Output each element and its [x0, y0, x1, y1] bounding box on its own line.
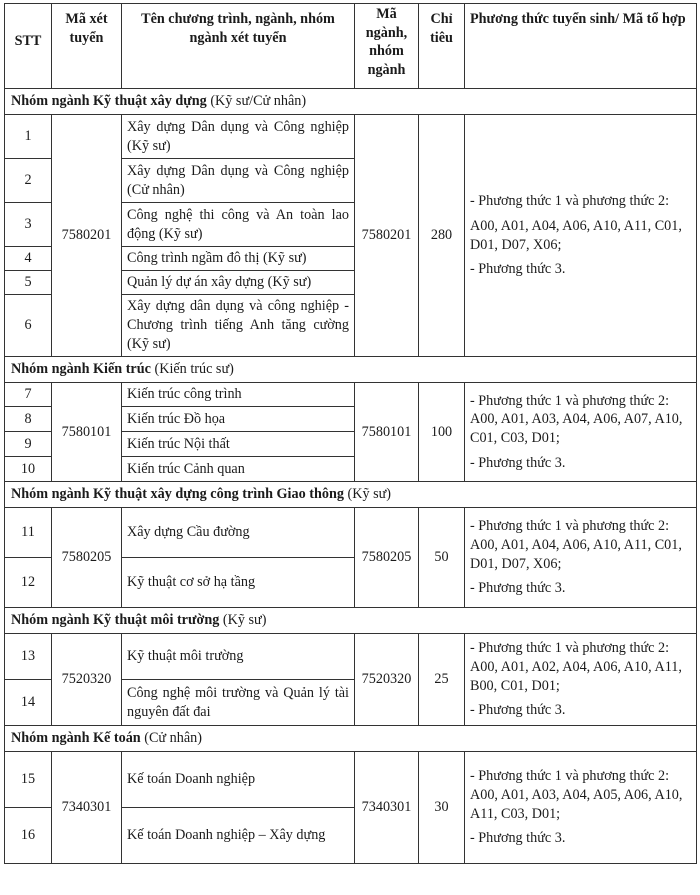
group-title [5, 357, 697, 383]
combo-codes: A00, A01, A03, A04, A05, A06, A10, A11, C03, D01; [470, 786, 683, 822]
major-name: Kiến trúc Nội thất [122, 432, 355, 457]
method-line-3: - Phương thức 3. [470, 702, 566, 719]
method-line-3: - Phương thức 3. [470, 261, 566, 278]
group-title-row [5, 482, 697, 508]
chi-tieu-cell: 100 [419, 383, 465, 482]
major-name: Kiến trúc công trình [122, 383, 355, 407]
group-title-suffix: (Kỹ sư/Cử nhân) [210, 93, 307, 110]
group-title-suffix: (Kỹ sư) [347, 486, 392, 503]
chi-tieu-cell: 25 [419, 634, 465, 726]
ma-xet-tuyen-cell: 7580101 [52, 383, 122, 482]
major-name: Quản lý dự án xây dựng (Kỹ sư) [122, 271, 355, 295]
table-row [5, 508, 697, 558]
combo-codes: A00, A01, A02, A04, A06, A10, A11, B00, C01, D01; [470, 658, 682, 694]
method-line-3: - Phương thức 3. [470, 580, 566, 597]
major-name: Kiến trúc Cảnh quan [122, 457, 355, 482]
row-stt: 12 [5, 558, 52, 608]
row-stt: 4 [5, 247, 52, 271]
method-line: - Phương thức 1 và phương thức 2: [470, 518, 670, 535]
chi-tieu-cell: 30 [419, 752, 465, 864]
group-title-text: Nhóm ngành Kiến trúc [11, 361, 151, 378]
table-row [5, 634, 697, 680]
group-title-row [5, 608, 697, 634]
table-row [5, 752, 697, 808]
ma-nganh-cell: 7580205 [355, 508, 419, 608]
row-stt: 8 [5, 407, 52, 432]
phuong-thuc-cell [465, 752, 697, 864]
chi-tieu-cell: 50 [419, 508, 465, 608]
phuong-thuc-cell [465, 383, 697, 482]
phuong-thuc-cell [465, 508, 697, 608]
major-name: Công nghệ thi công và An toàn lao động (Kỹ sư) [122, 203, 355, 247]
major-name: Kiến trúc Đồ họa [122, 407, 355, 432]
row-stt: 13 [5, 634, 52, 680]
group-title-suffix: (Cử nhân) [144, 730, 202, 747]
group-title [5, 608, 697, 634]
table-row [5, 115, 697, 159]
header-ma-xet-tuyen: Mã xét tuyển [52, 4, 122, 89]
major-name: Xây dựng dân dụng và công nghiệp - Chương trình tiếng Anh tăng cường (Kỹ sư) [122, 295, 355, 357]
table-row [5, 383, 697, 407]
combo-codes: A00, A01, A04, A06, A10, A11, C01, D01, D07, X06; [470, 217, 682, 253]
ma-nganh-cell: 7340301 [355, 752, 419, 864]
group-kien-truc [5, 357, 697, 482]
method-line-3: - Phương thức 3. [470, 454, 566, 471]
major-name: Công trình ngầm đô thị (Kỹ sư) [122, 247, 355, 271]
row-stt: 11 [5, 508, 52, 558]
phuong-thuc-cell [465, 634, 697, 726]
group-title [5, 726, 697, 752]
group-title-suffix: (Kỹ sư) [222, 612, 267, 629]
row-stt: 15 [5, 752, 52, 808]
chi-tieu-cell: 280 [419, 115, 465, 357]
major-name: Kỹ thuật môi trường [122, 634, 355, 680]
major-name: Xây dựng Dân dụng và Công nghiệp (Cử nhân) [122, 159, 355, 203]
group-title-text: Nhóm ngành Kế toán [11, 730, 141, 747]
ma-nganh-cell: 7580101 [355, 383, 419, 482]
ma-nganh-cell: 7580201 [355, 115, 419, 357]
row-stt: 16 [5, 808, 52, 864]
header-ma-nganh: Mã ngành, nhóm ngành [355, 4, 419, 89]
group-title [5, 89, 697, 115]
row-stt: 5 [5, 271, 52, 295]
major-name: Kỹ thuật cơ sở hạ tầng [122, 558, 355, 608]
group-giao-thong [5, 482, 697, 608]
row-stt: 1 [5, 115, 52, 159]
group-title-text: Nhóm ngành Kỹ thuật xây dựng [11, 93, 207, 110]
major-name: Kế toán Doanh nghiệp [122, 752, 355, 808]
admission-table-document [4, 3, 700, 864]
major-name: Công nghệ môi trường và Quản lý tài nguyên đất đai [122, 680, 355, 726]
method-line: - Phương thức 1 và phương thức 2: [470, 640, 670, 657]
group-title-row [5, 357, 697, 383]
row-stt: 7 [5, 383, 52, 407]
row-stt: 3 [5, 203, 52, 247]
header-chi-tieu: Chỉ tiêu [419, 4, 465, 89]
phuong-thuc-cell [465, 115, 697, 357]
ma-xet-tuyen-cell: 7520320 [52, 634, 122, 726]
combo-codes: A00, A01, A04, A06, A10, A11, C01, D01, D07, X06; [470, 536, 682, 572]
group-title-suffix: (Kiến trúc sư) [154, 361, 234, 378]
method-line-3: - Phương thức 3. [470, 830, 566, 847]
header-ten-chuong-trinh: Tên chương trình, ngành, nhóm ngành xét tuyển [122, 4, 355, 89]
major-name: Xây dựng Dân dụng và Công nghiệp (Kỹ sư) [122, 115, 355, 159]
header-stt: STT [5, 4, 52, 89]
group-title-row [5, 726, 697, 752]
group-title [5, 482, 697, 508]
method-line: - Phương thức 1 và phương thức 2: [470, 193, 670, 210]
group-moi-truong [5, 608, 697, 726]
method-line: - Phương thức 1 và phương thức 2: [470, 768, 670, 785]
group-title-text: Nhóm ngành Kỹ thuật xây dựng công trình Giao thông [11, 486, 344, 503]
row-stt: 10 [5, 457, 52, 482]
group-title-text: Nhóm ngành Kỹ thuật môi trường [11, 612, 220, 629]
major-name: Xây dựng Cầu đường [122, 508, 355, 558]
row-stt: 14 [5, 680, 52, 726]
admission-table [4, 3, 697, 864]
major-name: Kế toán Doanh nghiệp – Xây dựng [122, 808, 355, 864]
table-header-row [5, 4, 697, 89]
group-title-row [5, 89, 697, 115]
ma-nganh-cell: 7520320 [355, 634, 419, 726]
ma-xet-tuyen-cell: 7340301 [52, 752, 122, 864]
header-phuong-thuc: Phương thức tuyển sinh/ Mã tổ hợp [465, 4, 697, 89]
row-stt: 6 [5, 295, 52, 357]
method-line: - Phương thức 1 và phương thức 2: [470, 392, 670, 409]
row-stt: 2 [5, 159, 52, 203]
group-ke-toan [5, 726, 697, 864]
ma-xet-tuyen-cell: 7580205 [52, 508, 122, 608]
group-ky-thuat-xay-dung [5, 89, 697, 357]
row-stt: 9 [5, 432, 52, 457]
combo-codes: A00, A01, A03, A04, A06, A07, A10, C01, C03, D01; [470, 411, 683, 446]
ma-xet-tuyen-cell: 7580201 [52, 115, 122, 357]
